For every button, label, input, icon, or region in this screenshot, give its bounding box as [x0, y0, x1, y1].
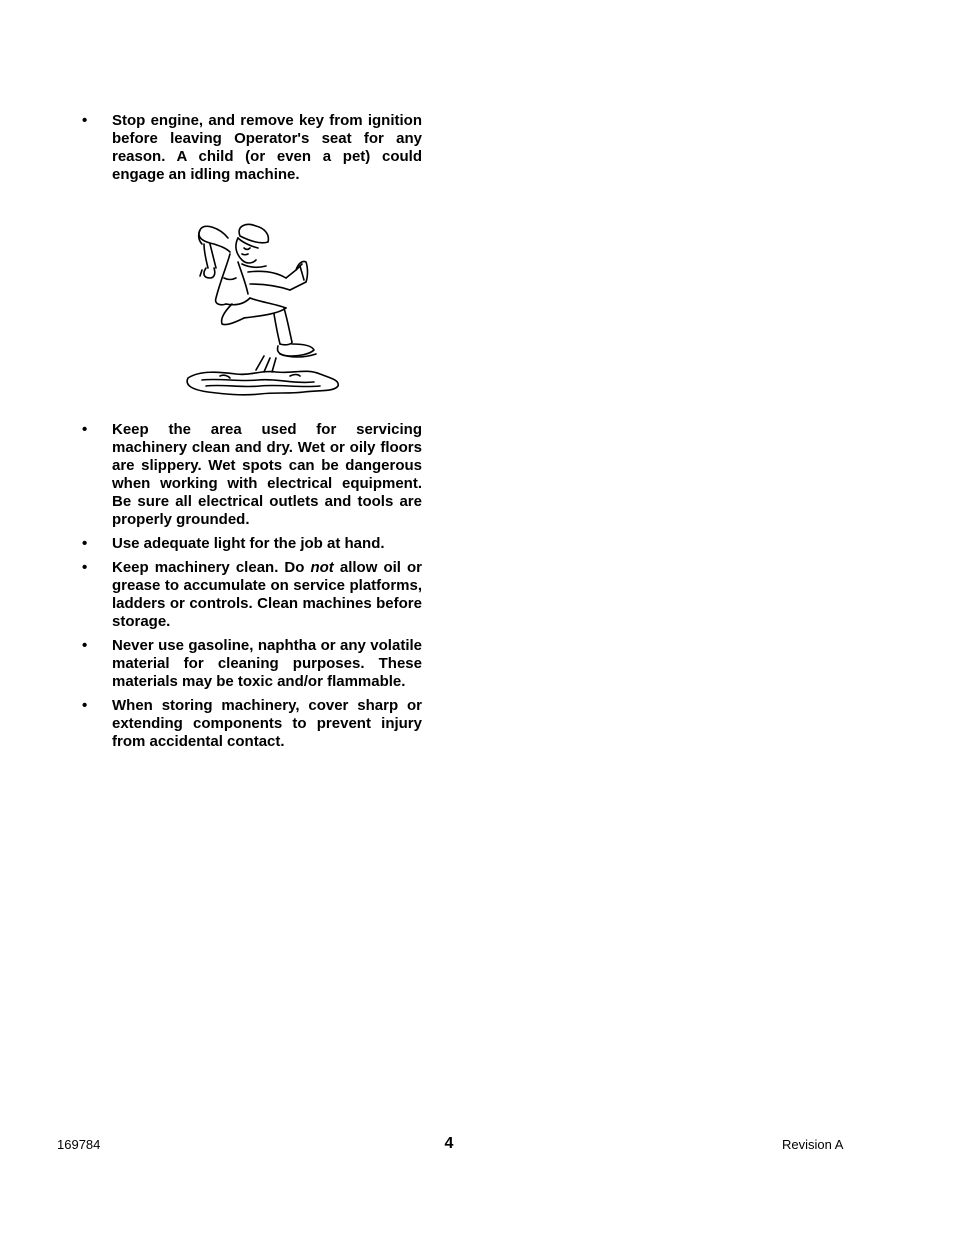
- list-item: [82, 112, 422, 184]
- bullet-marker: •: [82, 697, 88, 714]
- item-text-part: Keep machinery clean. Do: [112, 559, 311, 576]
- bullet-list-top: [82, 112, 422, 190]
- bullet-marker: •: [82, 559, 88, 576]
- emphasis-text: not: [310, 559, 334, 576]
- list-item: [82, 535, 422, 553]
- list-item: [82, 559, 422, 631]
- list-item-text: Stop engine, and remove key from ignition before leaving Operator's seat for any reason. A child (or even a pet) could engage an idling machine.: [112, 112, 422, 183]
- page-number: 4: [444, 1135, 454, 1152]
- list-item: [82, 637, 422, 691]
- document-number: 169784: [57, 1137, 101, 1152]
- list-item: [82, 697, 422, 751]
- bullet-marker: •: [82, 637, 88, 654]
- bullet-list-bottom: [82, 421, 422, 757]
- list-item: [82, 421, 422, 529]
- bullet-marker: •: [82, 112, 88, 129]
- list-item-text: Never use gasoline, naphtha or any volatile material for cleaning purposes. These materials may be toxic and/or flammable.: [112, 637, 422, 690]
- revision-label: Revision A: [782, 1137, 844, 1152]
- slipping-person-illustration: [180, 208, 345, 400]
- list-item-text: Keep the area used for servicing machinery clean and dry. Wet or oily floors are slippery. Wet spots can be dangerous when working with electrical equipment. Be sure all electrical outlets and tools are properly grounded.: [112, 421, 422, 528]
- bullet-marker: •: [82, 535, 88, 552]
- item-text-part: allow oil or grease to accumulate on service platforms, ladders or controls. Clean machines before storage.: [112, 559, 422, 630]
- list-item-text: When storing machinery, cover sharp or extending components to prevent injury from accidental contact.: [112, 697, 422, 750]
- list-item-text: Use adequate light for the job at hand.: [112, 535, 385, 552]
- bullet-marker: •: [82, 421, 88, 438]
- list-item-text: [112, 559, 422, 631]
